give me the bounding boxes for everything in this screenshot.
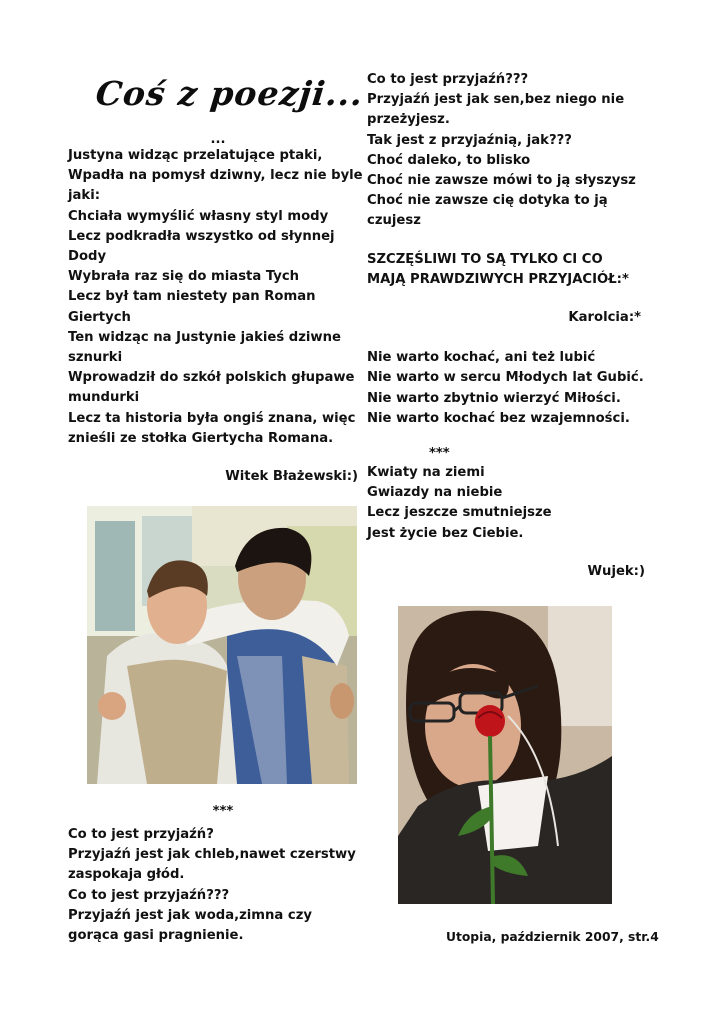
poem-marker: *** [212, 804, 234, 819]
poem-line: sznurki [68, 350, 123, 366]
poem-line: Wprowadził do szkół polskich głupawe [68, 370, 355, 386]
poem-justyna [68, 146, 363, 449]
left-bottom-block [68, 803, 358, 946]
motto-line: SZCZĘŚLIWI TO SĄ TYLKO CI CO [367, 251, 603, 267]
poem-line: jaki: [68, 188, 100, 204]
motto-line: MAJĄ PRAWDZIWYCH PRZYJACIÓŁ:* [367, 271, 629, 287]
poem-line: Co to jest przyjaźń? [68, 827, 214, 842]
poem-line: Justyna widząc przelatujące ptaki, [68, 148, 323, 163]
poem-author: Witek Błażewski:) [225, 469, 358, 485]
poem-line: Dody [68, 249, 107, 265]
poem-marker: *** [429, 446, 450, 462]
poem-line: Co to jest przyjaźń??? [367, 72, 529, 87]
poem-line: Gwiazdy na niebie [367, 485, 503, 501]
poem-line: Nie warto zbytnio wierzyć Miłości. [367, 390, 621, 406]
poem-line: gorąca gasi pragnienie. [68, 928, 244, 944]
left-column [68, 70, 363, 487]
motto-author: Karolcia:* [568, 310, 641, 326]
poem-line: Tak jest z przyjaźnią, jak??? [367, 132, 572, 148]
poem-author: Wujek:) [587, 563, 645, 579]
poem-line: czujesz [367, 213, 421, 229]
poem-line: Lecz jeszcze smutniejsze [367, 505, 552, 521]
poem-line: znieśli ze stołka Giertycha Romana. [68, 430, 334, 446]
poem-line: Wpadła na pomysł dziwny, lecz nie byle [68, 168, 363, 184]
poem-line: Przyjaźń jest jak woda,zimna czy [68, 907, 313, 923]
woman-with-rose-photo [398, 606, 612, 904]
poem-line: Nie warto w sercu Młodych lat Gubić. [367, 370, 644, 386]
poem-line: Ten widząc na Justynie jakieś dziwne [68, 329, 341, 345]
poem-line: Choć daleko, to blisko [367, 152, 531, 168]
poem-line: Nie warto kochać bez wzajemności. [367, 410, 630, 426]
poem-flowers [367, 463, 657, 544]
poem-line: Chciała wymyślić własny styl mody [68, 208, 329, 224]
poem-line: zaspokaja głód. [68, 867, 185, 883]
poem-friendship-bread [68, 825, 358, 946]
poem-line: Wybrała raz się do miasta Tych [68, 269, 300, 285]
poem-line: mundurki [68, 390, 140, 406]
poem-line: Lecz był tam niestety pan Roman [68, 289, 316, 305]
poem-line: Kwiaty na ziemi [367, 465, 485, 481]
poem-line: Przyjaźń jest jak sen,bez niego nie [367, 92, 625, 108]
poem-marker: ... [210, 132, 226, 147]
poem-line: Choć nie zawsze mówi to ją słyszysz [367, 173, 636, 189]
page-title: Coś z poezji... [93, 74, 366, 113]
poem-line: Nie warto kochać, ani też lubić [367, 350, 596, 366]
poem-line: Przyjaźń jest jak chleb,nawet czerstwy [68, 847, 356, 863]
poem-line: Choć nie zawsze cię dotyka to ją [367, 193, 608, 209]
poem-line: Lecz podkradła wszystko od słynnej [68, 228, 335, 244]
poem-not-worth [367, 348, 657, 429]
right-column [367, 70, 657, 582]
page-footer: Utopia, październik 2007, str.4 [446, 930, 659, 944]
poem-line: Jest życie bez Ciebie. [367, 525, 524, 541]
poem-line: Lecz ta historia była ongiś znana, więc [68, 410, 356, 426]
poem-line: przeżyjesz. [367, 112, 450, 128]
poem-line: Giertych [68, 309, 131, 325]
two-boys-photo [87, 506, 357, 784]
poem-line: Co to jest przyjaźń??? [68, 887, 230, 903]
poem-friendship-dream [367, 70, 657, 232]
motto [367, 250, 657, 290]
